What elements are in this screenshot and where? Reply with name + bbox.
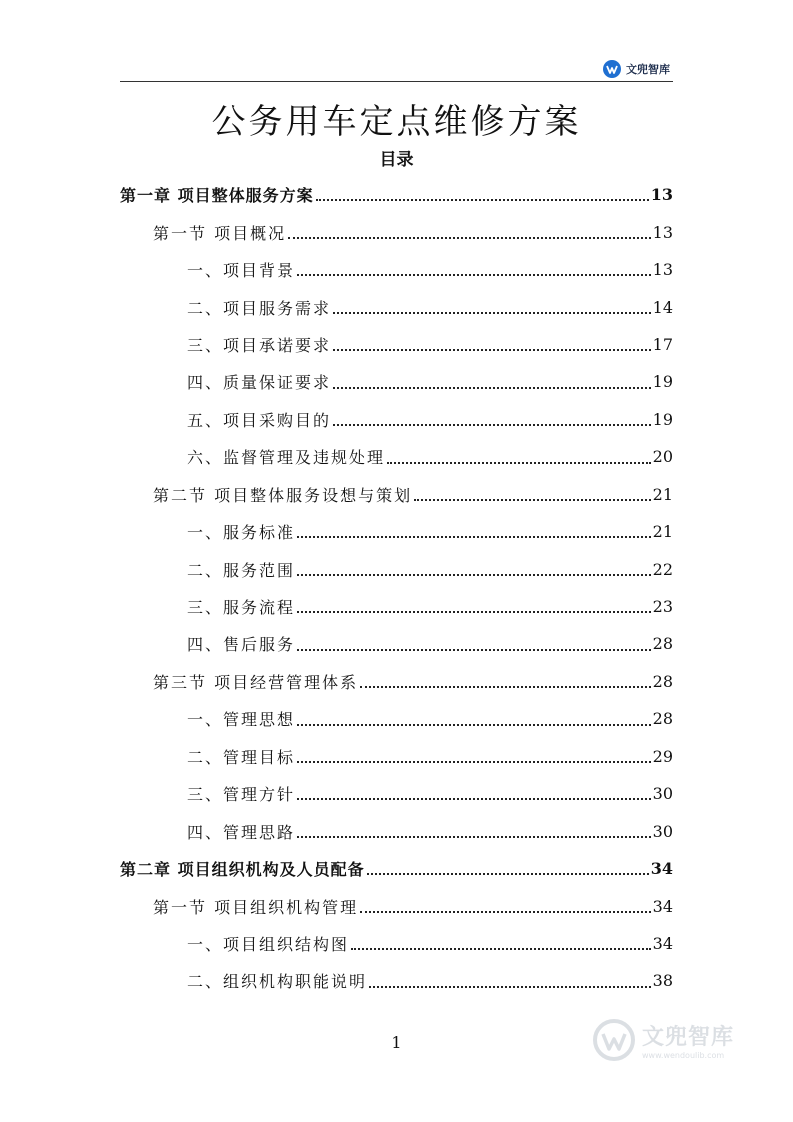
toc-entry[interactable] bbox=[120, 887, 673, 924]
toc-entry-label: 一、项目背景 bbox=[187, 261, 296, 281]
brand-logo bbox=[602, 58, 670, 80]
brand-logo-icon bbox=[602, 59, 622, 79]
toc-entry[interactable] bbox=[120, 588, 673, 625]
watermark-name: 文兜智库 bbox=[642, 1025, 735, 1050]
toc-entry[interactable] bbox=[120, 513, 673, 550]
toc-leader-dots bbox=[297, 797, 651, 800]
toc-leader-dots bbox=[333, 348, 651, 351]
toc-entry[interactable] bbox=[120, 288, 673, 325]
toc-entry-label: 第一节 项目概况 bbox=[153, 223, 287, 243]
toc-leader-dots bbox=[297, 648, 651, 651]
toc-entry-label: 五、项目采购目的 bbox=[187, 410, 332, 430]
toc-leader-dots bbox=[351, 947, 651, 950]
toc-entry-label: 三、服务流程 bbox=[187, 598, 296, 618]
toc-entry-page: 28 bbox=[652, 671, 673, 691]
table-of-contents bbox=[120, 176, 673, 1000]
toc-entry-page: 13 bbox=[652, 222, 673, 242]
toc-entry-label: 四、管理思路 bbox=[187, 822, 296, 842]
toc-entry-page: 30 bbox=[652, 821, 673, 841]
watermark bbox=[592, 1018, 734, 1062]
toc-entry-label: 一、项目组织结构图 bbox=[187, 934, 350, 954]
toc-leader-dots bbox=[297, 723, 651, 726]
toc-leader-dots bbox=[297, 835, 651, 838]
toc-entry-page: 34 bbox=[650, 859, 673, 879]
toc-entry-page: 19 bbox=[652, 372, 673, 392]
header-rule bbox=[120, 81, 673, 82]
toc-entry-label: 第一节 项目组织机构管理 bbox=[153, 897, 359, 917]
toc-entry-page: 28 bbox=[652, 634, 673, 654]
toc-entry-page: 22 bbox=[652, 559, 673, 579]
toc-entry-label: 三、项目承诺要求 bbox=[187, 335, 332, 355]
toc-entry-page: 30 bbox=[652, 784, 673, 804]
toc-leader-dots bbox=[297, 535, 651, 538]
toc-leader-dots bbox=[333, 386, 651, 389]
toc-entry[interactable] bbox=[120, 663, 673, 700]
toc-entry-label: 三、管理方针 bbox=[187, 785, 296, 805]
toc-entry-page: 34 bbox=[652, 896, 673, 916]
toc-leader-dots bbox=[367, 872, 649, 875]
toc-entry[interactable] bbox=[120, 962, 673, 999]
toc-leader-dots bbox=[297, 760, 651, 763]
toc-entry[interactable] bbox=[120, 925, 673, 962]
toc-entry-label: 一、管理思想 bbox=[187, 710, 296, 730]
toc-leader-dots bbox=[360, 910, 651, 913]
toc-entry-page: 14 bbox=[652, 297, 673, 317]
toc-entry-label: 六、监督管理及违规处理 bbox=[187, 448, 386, 468]
toc-entry-page: 38 bbox=[652, 971, 673, 991]
toc-entry-label: 第二节 项目整体服务设想与策划 bbox=[153, 485, 413, 505]
toc-entry-page: 23 bbox=[652, 597, 673, 617]
toc-entry-page: 13 bbox=[652, 260, 673, 280]
watermark-url: www.wendoulib.com bbox=[642, 1051, 725, 1060]
toc-entry[interactable] bbox=[120, 850, 673, 887]
toc-entry[interactable] bbox=[120, 700, 673, 737]
toc-entry[interactable] bbox=[120, 775, 673, 812]
toc-entry[interactable] bbox=[120, 363, 673, 400]
toc-leader-dots bbox=[297, 273, 651, 276]
toc-leader-dots bbox=[360, 685, 651, 688]
brand-name: 文兜智库 bbox=[626, 63, 670, 76]
toc-entry[interactable] bbox=[120, 251, 673, 288]
toc-entry-page: 21 bbox=[652, 484, 673, 504]
page-number: 1 bbox=[391, 1033, 402, 1052]
toc-entry-label: 二、组织机构职能说明 bbox=[187, 972, 368, 992]
toc-entry[interactable] bbox=[120, 176, 673, 213]
toc-leader-dots bbox=[316, 198, 649, 201]
watermark-logo-icon bbox=[592, 1018, 636, 1062]
toc-entry-label: 四、质量保证要求 bbox=[187, 373, 332, 393]
toc-leader-dots bbox=[297, 610, 651, 613]
toc-entry-label: 第三节 项目经营管理体系 bbox=[153, 672, 359, 692]
toc-entry-page: 20 bbox=[652, 447, 673, 467]
toc-entry-page: 34 bbox=[652, 933, 673, 953]
toc-leader-dots bbox=[297, 573, 651, 576]
toc-entry[interactable] bbox=[120, 326, 673, 363]
toc-entry[interactable] bbox=[120, 625, 673, 662]
toc-entry-page: 17 bbox=[652, 334, 673, 354]
toc-entry-label: 四、售后服务 bbox=[187, 635, 296, 655]
toc-entry[interactable] bbox=[120, 476, 673, 513]
toc-entry-label: 第一章 项目整体服务方案 bbox=[120, 186, 314, 206]
toc-leader-dots bbox=[369, 985, 651, 988]
toc-entry-page: 13 bbox=[650, 185, 673, 205]
toc-entry[interactable] bbox=[120, 812, 673, 849]
toc-entry-label: 一、服务标准 bbox=[187, 523, 296, 543]
toc-entry-label: 二、项目服务需求 bbox=[187, 298, 332, 318]
toc-heading: 目录 bbox=[379, 150, 414, 170]
toc-leader-dots bbox=[333, 311, 651, 314]
toc-entry[interactable] bbox=[120, 401, 673, 438]
toc-leader-dots bbox=[333, 423, 651, 426]
toc-leader-dots bbox=[288, 236, 651, 239]
toc-entry[interactable] bbox=[120, 438, 673, 475]
toc-leader-dots bbox=[414, 498, 651, 501]
toc-entry-page: 19 bbox=[652, 409, 673, 429]
toc-entry[interactable] bbox=[120, 738, 673, 775]
toc-entry-label: 第二章 项目组织机构及人员配备 bbox=[120, 860, 365, 880]
toc-entry-page: 29 bbox=[652, 746, 673, 766]
toc-entry-label: 二、管理目标 bbox=[187, 747, 296, 767]
toc-entry-page: 28 bbox=[652, 709, 673, 729]
toc-leader-dots bbox=[387, 461, 651, 464]
toc-entry[interactable] bbox=[120, 213, 673, 250]
toc-entry-label: 二、服务范围 bbox=[187, 560, 296, 580]
toc-entry-page: 21 bbox=[652, 522, 673, 542]
document-title: 公务用车定点维修方案 bbox=[211, 102, 582, 142]
toc-entry[interactable] bbox=[120, 550, 673, 587]
